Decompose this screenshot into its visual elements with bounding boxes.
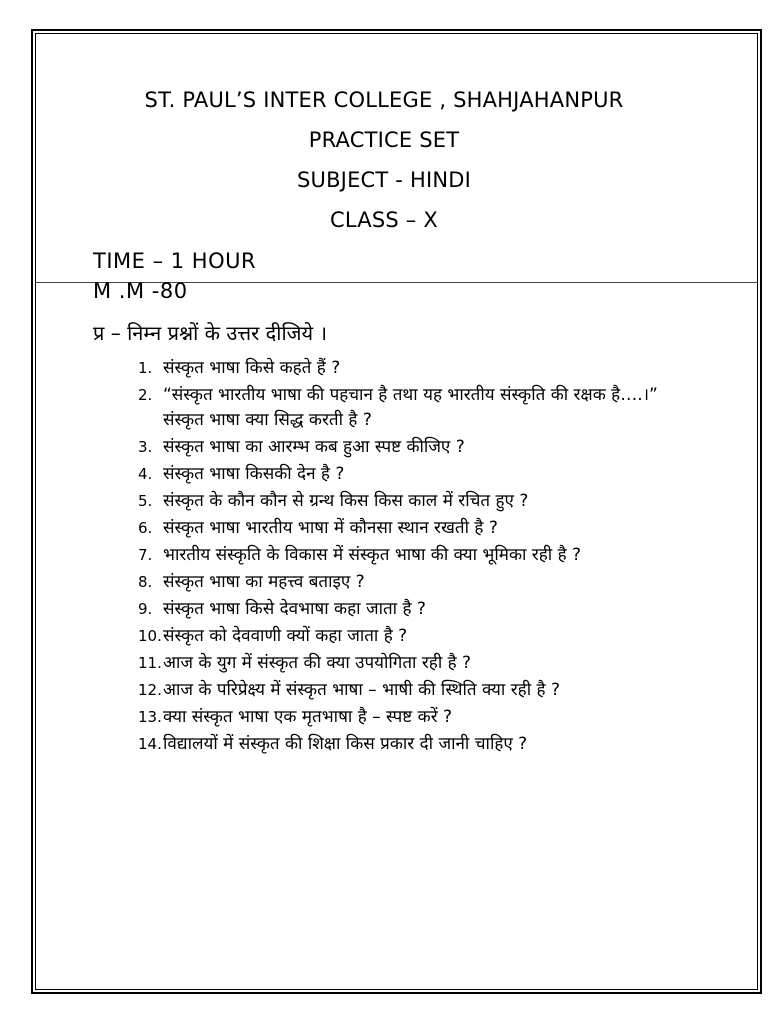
question-number: 12. (138, 681, 162, 699)
question-number: 11. (138, 654, 162, 672)
question-number: 14. (138, 735, 162, 753)
question-item (138, 678, 678, 703)
question-item (138, 732, 678, 757)
question-number: 2. (138, 386, 153, 404)
question-text: संस्कृत भाषा का महत्त्व बताइए ? (163, 572, 365, 592)
question-item (138, 516, 678, 541)
question-text: क्या संस्कृत भाषा एक मृतभाषा है – स्पष्ट करें ? (163, 707, 453, 727)
question-number: 10. (138, 627, 162, 645)
question-item (138, 624, 678, 649)
question-item (138, 651, 678, 676)
question-text: संस्कृत भाषा किसे देवभाषा कहा जाता है ? (163, 599, 426, 619)
question-item (138, 489, 678, 514)
question-item (138, 462, 678, 487)
question-number: 5. (138, 492, 153, 510)
question-item (138, 570, 678, 595)
class-line: CLASS – X (330, 208, 438, 232)
question-text: भारतीय संस्कृति के विकास में संस्कृत भाषा की क्या भूमिका रही है ? (163, 545, 582, 565)
question-text: विद्यालयों में संस्कृत की शिक्षा किस प्रकार दी जानी चाहिए ? (163, 734, 528, 754)
question-text: संस्कृत को देववाणी क्यों कहा जाता है ? (163, 626, 408, 646)
subject-line: SUBJECT - HINDI (296, 168, 472, 192)
question-text: आज के परिप्रेक्ष्य में संस्कृत भाषा – भाषी की स्थिति क्या रही है ? (163, 680, 560, 700)
question-text: “संस्कृत भारतीय भाषा की पहचान है तथा यह भारतीय संस्कृति की रक्षक है….।” संस्कृत भाषा क्या सिद्ध करती है ? (163, 385, 658, 430)
question-item (138, 543, 678, 568)
question-number: 3. (138, 438, 153, 456)
instruction: प्र – निम्न प्रश्नों के उत्तर दीजिये । (93, 321, 328, 345)
question-number: 1. (138, 359, 153, 377)
school-name: ST. PAUL’S INTER COLLEGE , SHAHJAHANPUR (144, 88, 624, 112)
question-text: संस्कृत के कौन कौन से ग्रन्थ किस किस काल में रचित हुए ? (163, 491, 529, 511)
question-text: संस्कृत भाषा का आरम्भ कब हुआ स्पष्ट कीजिए ? (163, 437, 465, 457)
question-number: 7. (138, 546, 153, 564)
question-number: 8. (138, 573, 153, 591)
question-number: 6. (138, 519, 153, 537)
question-text: संस्कृत भाषा भारतीय भाषा में कौनसा स्थान रखती है ? (163, 518, 498, 538)
question-text: आज के युग में संस्कृत की क्या उपयोगिता रही है ? (163, 653, 472, 673)
question-number: 9. (138, 600, 153, 618)
time-line: TIME – 1 HOUR (93, 249, 257, 273)
question-number: 4. (138, 465, 153, 483)
question-text: संस्कृत भाषा किसकी देन है ? (163, 464, 345, 484)
question-item (138, 597, 678, 622)
question-item (138, 435, 678, 460)
question-number: 13. (138, 708, 162, 726)
question-item (138, 705, 678, 730)
practice-set-title: PRACTICE SET (308, 128, 460, 152)
question-list (138, 356, 678, 759)
max-marks-line: M .M -80 (93, 279, 188, 303)
question-text: संस्कृत भाषा किसे कहते हैं ? (163, 358, 341, 378)
question-item (138, 356, 678, 381)
question-item (138, 383, 678, 433)
